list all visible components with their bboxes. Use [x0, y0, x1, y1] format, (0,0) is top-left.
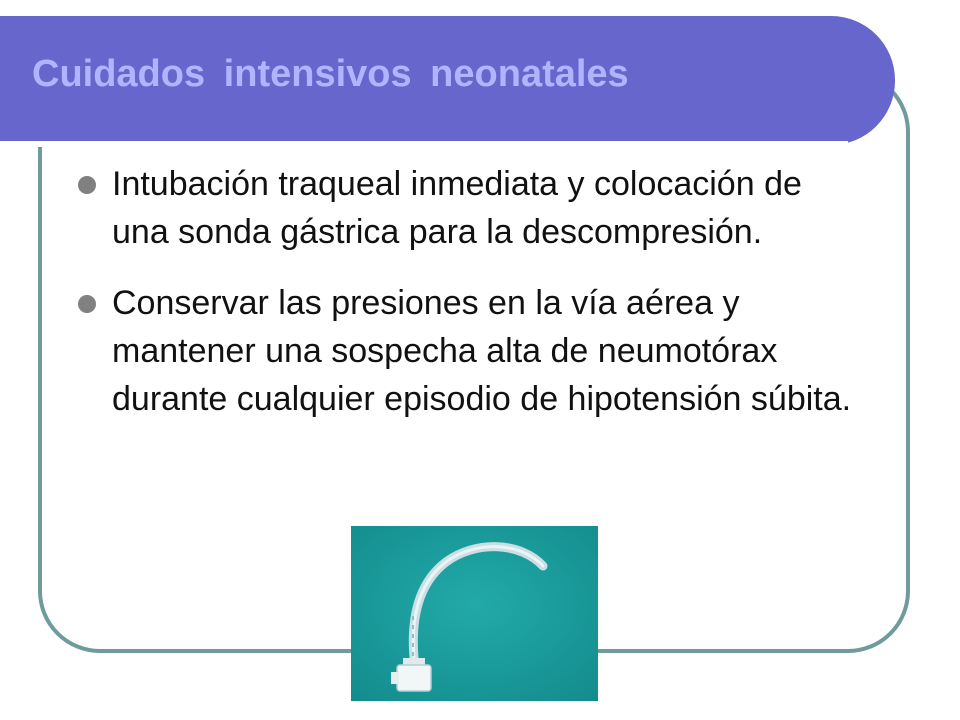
bullet-text: Intubación traqueal inmediata y colocación de una sonda gástrica para la descompresión.	[112, 165, 802, 251]
tube-connector	[397, 665, 431, 691]
title-underline	[0, 141, 848, 147]
endotracheal-tube-photo	[351, 526, 598, 701]
bullet-text: Conservar las presiones en la vía aérea y mantener una sospecha alta de neumotórax durante cualquier episodio de hipotensión súbita.	[112, 284, 852, 418]
slide-title: Cuidados intensivos neonatales	[32, 53, 629, 95]
bullet-item	[76, 160, 856, 256]
bullet-dot-icon	[78, 295, 96, 313]
bullet-item	[76, 279, 856, 423]
tube-connector-flange	[391, 672, 399, 684]
bullet-dot-icon	[78, 176, 96, 194]
bullet-list	[76, 160, 856, 446]
